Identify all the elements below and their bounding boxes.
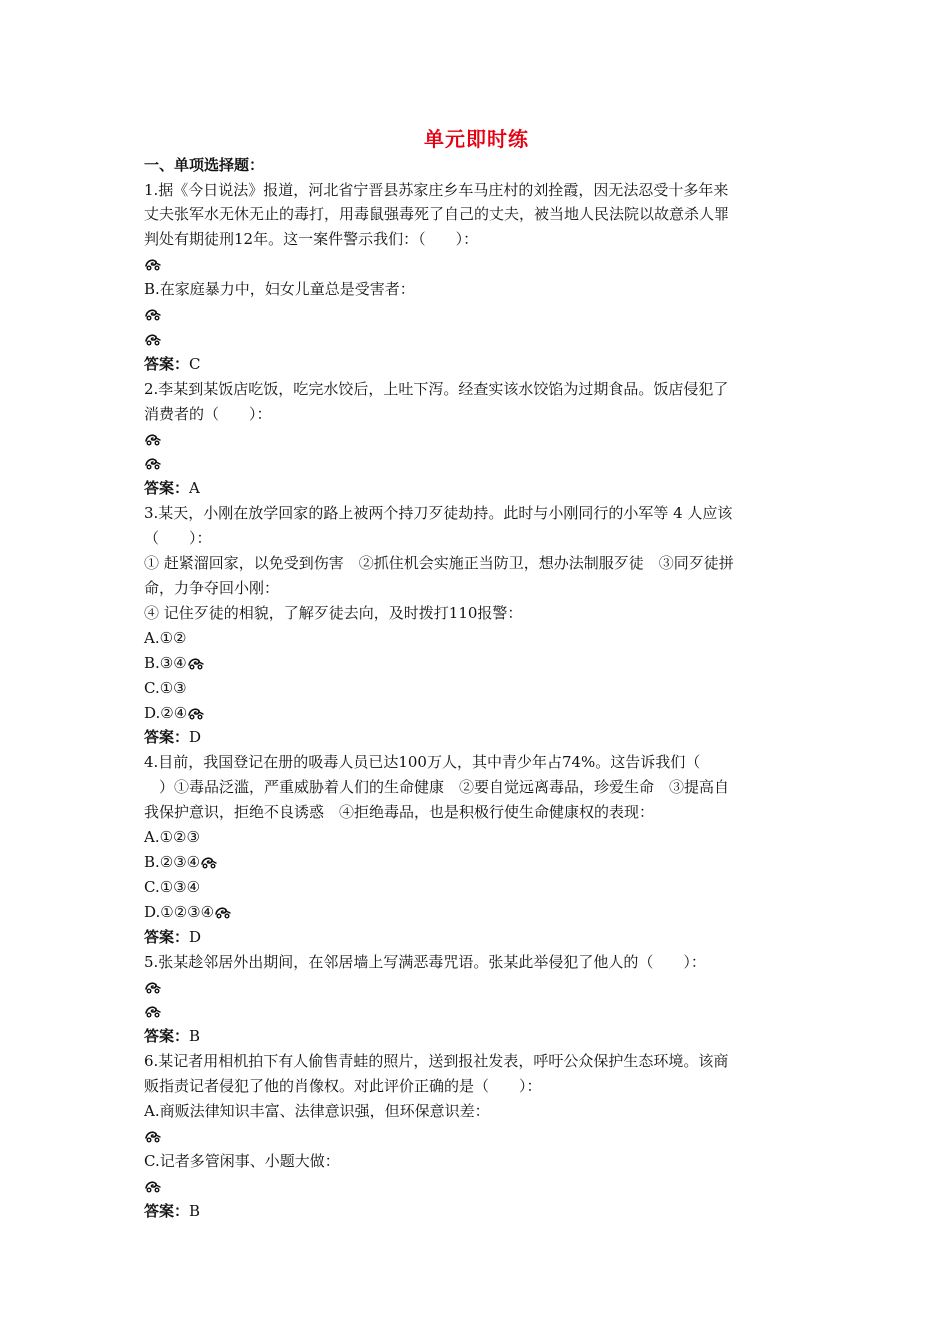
answer-line (144, 925, 809, 950)
answer-value: B (189, 1201, 201, 1220)
answer-label: 答案： (144, 354, 190, 373)
missing-glyph-icon (144, 332, 162, 346)
answer-line (144, 725, 809, 750)
option-line (144, 626, 809, 651)
question-text-line: 贩指责记者侵犯了他的肖像权。对此评价正确的是（ ）： (144, 1077, 542, 1096)
answer-label: 答案： (144, 1201, 190, 1220)
option-text: B.在家庭暴力中，妇女儿童总是受害者： (144, 280, 415, 299)
missing-glyph-icon (144, 307, 162, 321)
option-line (144, 850, 809, 875)
option-line (144, 302, 809, 327)
option-line (144, 1149, 809, 1174)
option-line (144, 875, 809, 900)
option-line (144, 651, 809, 676)
missing-glyph-icon (144, 1004, 162, 1018)
option-line (144, 277, 809, 302)
answer-line (144, 352, 809, 377)
option-line (144, 1099, 809, 1124)
option-text: A.①②③ (144, 828, 200, 847)
option-text: C.①③④ (144, 877, 201, 896)
question-block (144, 178, 809, 377)
missing-glyph-icon (214, 905, 232, 919)
answer-value: C (189, 354, 201, 373)
missing-glyph-icon (144, 1179, 162, 1193)
question-block (144, 950, 809, 1050)
question-text-line: 命，力争夺回小刚： (144, 579, 280, 597)
question-text-line: 4.目前，我国登记在册的吸毒人员已达100万人，其中青少年占74%。这告诉我们（ (144, 753, 701, 772)
question-text-line: 1.据《今日说法》报道，河北省宁晋县苏家庄乡车马庄村的刘拴霞，因无法忍受十多年来 (144, 180, 729, 199)
option-line (144, 676, 809, 701)
question-text-line: ① 赶紧溜回家，以免受到伤害 ②抓住机会实施正当防卫，想办法制服歹徒 ③同歹徒拼 (144, 554, 734, 573)
answer-label: 答案： (144, 927, 190, 946)
missing-glyph-icon (144, 456, 162, 470)
answer-line (144, 476, 809, 501)
question-text-line: 消费者的（ ）： (144, 404, 272, 423)
question-text-line: 2.李某到某饭店吃饭，吃完水饺后，上吐下泻。经查实该水饺馅为过期食品。饭店侵犯了 (144, 379, 729, 398)
option-line (144, 900, 809, 925)
answer-value: D (189, 728, 202, 747)
option-text: C.①③ (144, 678, 187, 697)
option-text: A.商贩法律知识丰富、法律意识强，但环保意识差： (144, 1102, 490, 1121)
option-line (144, 975, 809, 1000)
option-line (144, 999, 809, 1024)
missing-glyph-icon (187, 706, 205, 720)
question-text-line: ④ 记住歹徒的相貌，了解歹徒去向，及时拨打110报警： (144, 603, 523, 622)
option-line (144, 252, 809, 277)
answer-line (144, 1024, 809, 1049)
option-line (144, 1174, 809, 1199)
option-text: B.③④ (144, 653, 187, 672)
question-text-line: ）①毒品泛滥，严重威胁着人们的生命健康 ②要自觉远离毒品，珍爱生命 ③提高自 (144, 778, 730, 797)
missing-glyph-icon (144, 1129, 162, 1143)
missing-glyph-icon (187, 656, 205, 670)
option-line (144, 427, 809, 452)
option-text: B.②③④ (144, 852, 201, 871)
question-text-line: 6.某记者用相机拍下有人偷售青蛙的照片，送到报社发表，呼吁公众保护生态环境。该商 (144, 1052, 729, 1071)
section-heading: 一、单项选择题： (144, 156, 265, 174)
option-line (144, 451, 809, 476)
question-text-line: 丈夫张军水无休无止的毒打，用毒鼠强毒死了自己的丈夫，被当地人民法院以故意杀人罪 (144, 205, 730, 224)
option-text: A.①② (144, 628, 187, 647)
answer-label: 答案： (144, 728, 190, 747)
question-text-line: 判处有期徒刑12年。这一案件警示我们：（ ）： (144, 230, 479, 249)
question-block (144, 377, 809, 502)
question-block (144, 1049, 809, 1223)
missing-glyph-icon (144, 432, 162, 446)
document-page (144, 125, 809, 1224)
answer-value: B (189, 1027, 201, 1046)
missing-glyph-icon (200, 855, 218, 869)
answer-value: A (189, 479, 200, 498)
option-line (144, 825, 809, 850)
question-block (144, 750, 809, 949)
missing-glyph-icon (144, 980, 162, 994)
question-block (144, 501, 809, 750)
option-line (144, 327, 809, 352)
option-line (144, 1124, 809, 1149)
question-text-line: 我保护意识，拒绝不良诱惑 ④拒绝毒品，也是积极行使生命健康权的表现： (144, 803, 655, 822)
answer-line (144, 1199, 809, 1224)
missing-glyph-icon (144, 257, 162, 271)
page-title: 单元即时练 (424, 127, 529, 151)
question-text-line: 5.张某趁邻居外出期间，在邻居墙上写满恶毒咒语。张某此举侵犯了他人的（ ）： (144, 952, 706, 971)
answer-value: D (189, 927, 202, 946)
option-text: D.①②③④ (144, 902, 215, 921)
question-list (144, 178, 809, 1224)
question-text-line: 3.某天，小刚在放学回家的路上被两个持刀歹徒劫持。此时与小刚同行的小军等 4 人应该 (144, 504, 733, 523)
option-line (144, 701, 809, 726)
option-text: C.记者多管闲事、小题大做： (144, 1151, 340, 1170)
answer-label: 答案： (144, 1027, 190, 1046)
option-text: D.②④ (144, 703, 188, 722)
question-text-line: （ ）： (144, 529, 212, 548)
answer-label: 答案： (144, 479, 190, 498)
